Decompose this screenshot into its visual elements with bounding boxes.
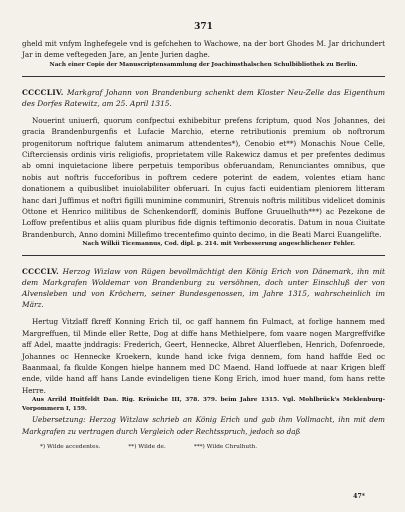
document-number: CCCCLV.	[22, 267, 59, 277]
signature-mark: 47*	[353, 493, 365, 500]
section-divider	[22, 76, 385, 77]
source-note: Aus Arrild Huitfeldt Dan. Rig. Kröniche III, 378. 379. beim Jahre 1315. Vgl. Mohlbrück's Meklenburg-Vorpommern I, 159.	[22, 397, 385, 413]
footnote: *) Wilde accedentes.	[40, 443, 101, 450]
continuation-text: gheld mit vnfym Inghefegele vnd is gefchehen to Wachowe, na der bort Ghodes M. Jar drichundert Jar in deme veftegeden Jare, an Jente Jurien daghe.	[22, 39, 385, 60]
page-number: 371	[194, 22, 213, 32]
footnotes	[22, 443, 385, 452]
translation-text: Uebersetzung: Herzog Witzlaw schrieb an König Erich und gab ihm Vollmacht, ihn mit dem Markgrafen zu vertragen durch Vergleich oder Rechtsspruch, jedoch so daß	[22, 415, 385, 436]
document-heading	[22, 266, 385, 310]
document-body: Nouerint uniuerfi, quorum confpectui exhibebitur prefens fcriptum, quod Nos Johannes, dei gracia Brandenburgenfis et Lufacie Marchio, eterne retributionis premium ob noftrorum progenitorum noftrique falutem animarum attendentes*), Cenobio et**) Monachis Noue Celle, Cifterciensis ordinis viris religiofis, proprietatem ville Rakewicz damus et per prefentes dedimus ab omni inquietacione libere perpetuis temporibus obferuandam, Renunciantes omnibus, que nobis aut noftris fucceforibus in poftrem cedere poterint de eadem, volentes etiam hanc donationem a quibuslibet inuiolabiliter obferuari. In cujus facti euidentiam pleniorem litteram hanc dari Juffimus et noftri figilli munimine communiri, Strenuis noftris militibus videlicet dominis Ottone et Henrico militibus de Schenkendorff, dominis Buffone Gruuelhuth***) ac Pezekone de Loffow prefentibus et aliis quam pluribus fide dignis teftimonio decoratis. Datum in noua Ciuitate Brandenburch, Anno domini Millefimo trecentefimo quinto decimo, in die Beati Marci Euangelifte.	[22, 115, 385, 239]
document-number: CCCCLIV.	[22, 87, 64, 97]
document-title: Herzog Wizlaw von Rügen bevollmächtigt den König Erich von Dänemark, ihn mit dem Markgrafen Woldemar von Brandenburg zu versöhnen, doch unter Einschluß der von Alvensleben und von Kröchern, seiner Bundesgenossen, im Jahre 1315, wahrscheinlich im März.	[22, 267, 385, 310]
source-note: Nach einer Copie der Manuscriptensammlung der Joachimsthalschen Schulbibliothek zu Berlin.	[49, 61, 358, 68]
section-divider	[22, 255, 385, 256]
source-note: Nach Wilkii Ticemannus, Cod. dipl. p. 214. mit Verbesserung angeschlichener Fehler.	[82, 241, 355, 248]
footnote: **) Wilde de.	[128, 443, 166, 450]
footnote: ***) Wilde Chrulhuth.	[193, 443, 258, 450]
document-title: Markgraf Johann von Brandenburg schenkt dem Kloster Neu-Zelle das Eigenthum des Dorfes Ratewitz, am 25. April 1315.	[22, 87, 385, 108]
document-body: Hertug Vitzlaff fkreff Konning Erich til, oc gaff hannem fin Fulmact, at forlige hannem med Margreffuen, til Minde eller Rette, Dog at diffe hans Methielpere, fom vaare nogen Margreffvifke aff Adel, maatte jnddragis: Frederich, Geert, Hennecke, Albret Aluerfleben, Henrich, Dofenroede, Johannes oc Hennecke Kroekern, kunde hand icke fviga dennem, fom hand haffde Eed oc Baanmaal, fa fkulde Kongen hielpe hannem med DC Maend. Hand loffuede at naar Krigen bleff ende, vilde hand aff hans Lande evindeligen tiene Kong Erich, imod huer mand, fom hans rette Herre.	[22, 317, 385, 395]
document-heading	[22, 87, 385, 109]
